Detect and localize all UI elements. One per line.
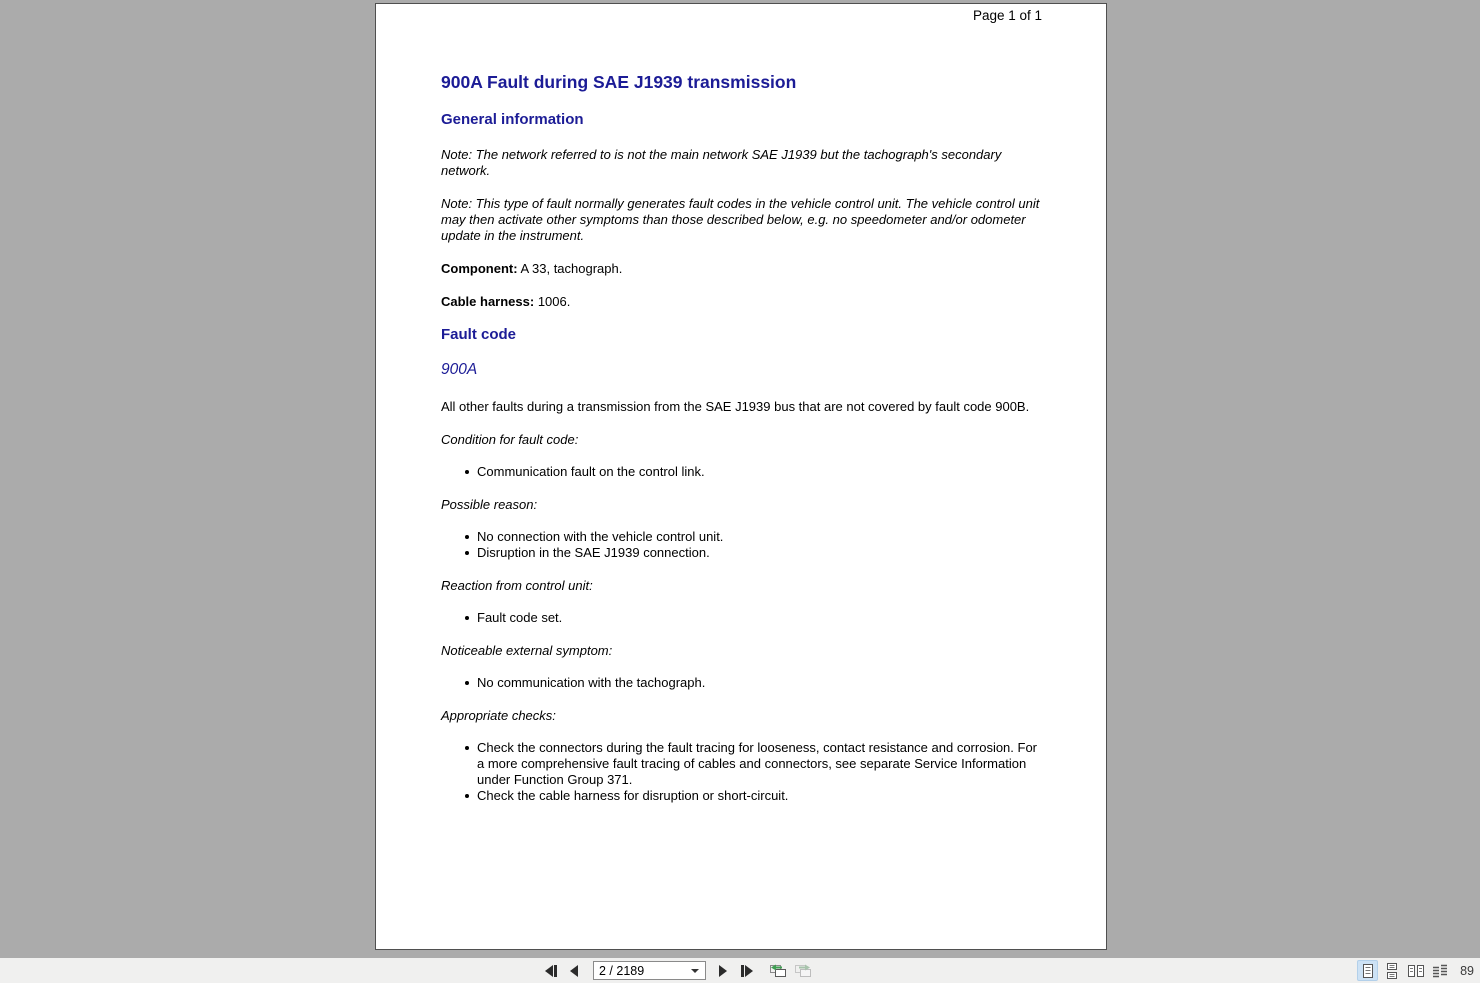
bottom-toolbar [0,958,1480,983]
reaction-list [441,610,1042,626]
first-page-button[interactable] [540,960,561,981]
history-forward-icon [793,963,813,979]
component-value: A 33, tachograph. [517,261,623,276]
condition-label: Condition for fault code: [441,432,579,447]
fault-intro-paragraph: All other faults during a transmission from the SAE J1939 bus that are not covered by fault code 900B. [441,399,1030,414]
section-heading-fault-code: Fault code [441,326,517,343]
single-page-layout-button[interactable] [1357,960,1378,981]
appropriate-checks-label: Appropriate checks: [441,708,556,723]
note-paragraph-2: Note: This type of fault normally generates fault codes in the vehicle control unit. The vehicle control unit may then activate other symptoms than those described below, e.g. no speedometer and/or odometer update in the instrument. [441,196,1040,243]
condition-list [441,464,1042,480]
previous-page-icon [569,965,580,977]
single-page-layout-icon [1360,963,1376,979]
list-item: No communication with the tachograph. [468,675,1042,691]
continuous-layout-icon [1384,963,1400,979]
symptom-list [441,675,1042,691]
page-number-value[interactable]: 2 / 2189 [599,963,645,978]
page-number-combobox[interactable] [593,961,706,980]
continuous-layout-button[interactable] [1381,960,1402,981]
possible-reason-label: Possible reason: [441,497,538,512]
note-paragraph-1: Note: The network referred to is not the main network SAE J1939 but the tachograph's secondary network. [441,147,1002,178]
history-back-icon [768,963,788,979]
cable-harness-label: Cable harness: [441,294,535,309]
symptom-label: Noticeable external symptom: [441,643,613,658]
previous-page-button[interactable] [564,960,585,981]
document-page [375,3,1107,950]
chevron-down-icon[interactable] [691,969,699,973]
facing-pages-layout-icon [1407,963,1425,979]
next-page-icon [717,965,728,977]
list-item: Communication fault on the control link. [468,464,1042,480]
page-indicator: Page 1 of 1 [972,8,1042,23]
next-page-button[interactable] [712,960,733,981]
possible-reason-list [441,529,1042,561]
appropriate-checks-list [441,740,1042,804]
last-page-icon [740,965,754,977]
page-layout-group [1357,958,1474,983]
list-item: Check the connectors during the fault tracing for looseness, contact resistance and corrosion. For a more comprehensive fault tracing of cables and connectors, see separate Service Information under Function Group 371. [468,740,1042,788]
zoom-level-value: 89 [1460,963,1474,978]
reaction-label: Reaction from control unit: [441,578,593,593]
first-page-icon [544,965,558,977]
document-content [376,4,1106,804]
list-item: Check the cable harness for disruption or short-circuit. [468,788,1042,804]
history-back-button[interactable] [767,960,789,981]
page-navigation-group [540,958,814,983]
history-forward-button[interactable] [792,960,814,981]
component-line [441,261,1042,277]
document-title: 900A Fault during SAE J1939 transmission [441,72,797,92]
component-label: Component: [441,261,518,276]
list-item: No connection with the vehicle control unit. [468,529,1042,545]
fault-code-subheading: 900A [441,361,478,378]
section-heading-general-information: General information [441,111,584,128]
list-item: Disruption in the SAE J1939 connection. [468,545,1042,561]
list-item: Fault code set. [468,610,1042,626]
cable-harness-line [441,294,1042,310]
facing-continuous-layout-button[interactable] [1429,960,1450,981]
facing-pages-layout-button[interactable] [1405,960,1426,981]
last-page-button[interactable] [736,960,757,981]
facing-continuous-layout-icon [1431,963,1449,979]
cable-harness-value: 1006. [534,294,571,309]
